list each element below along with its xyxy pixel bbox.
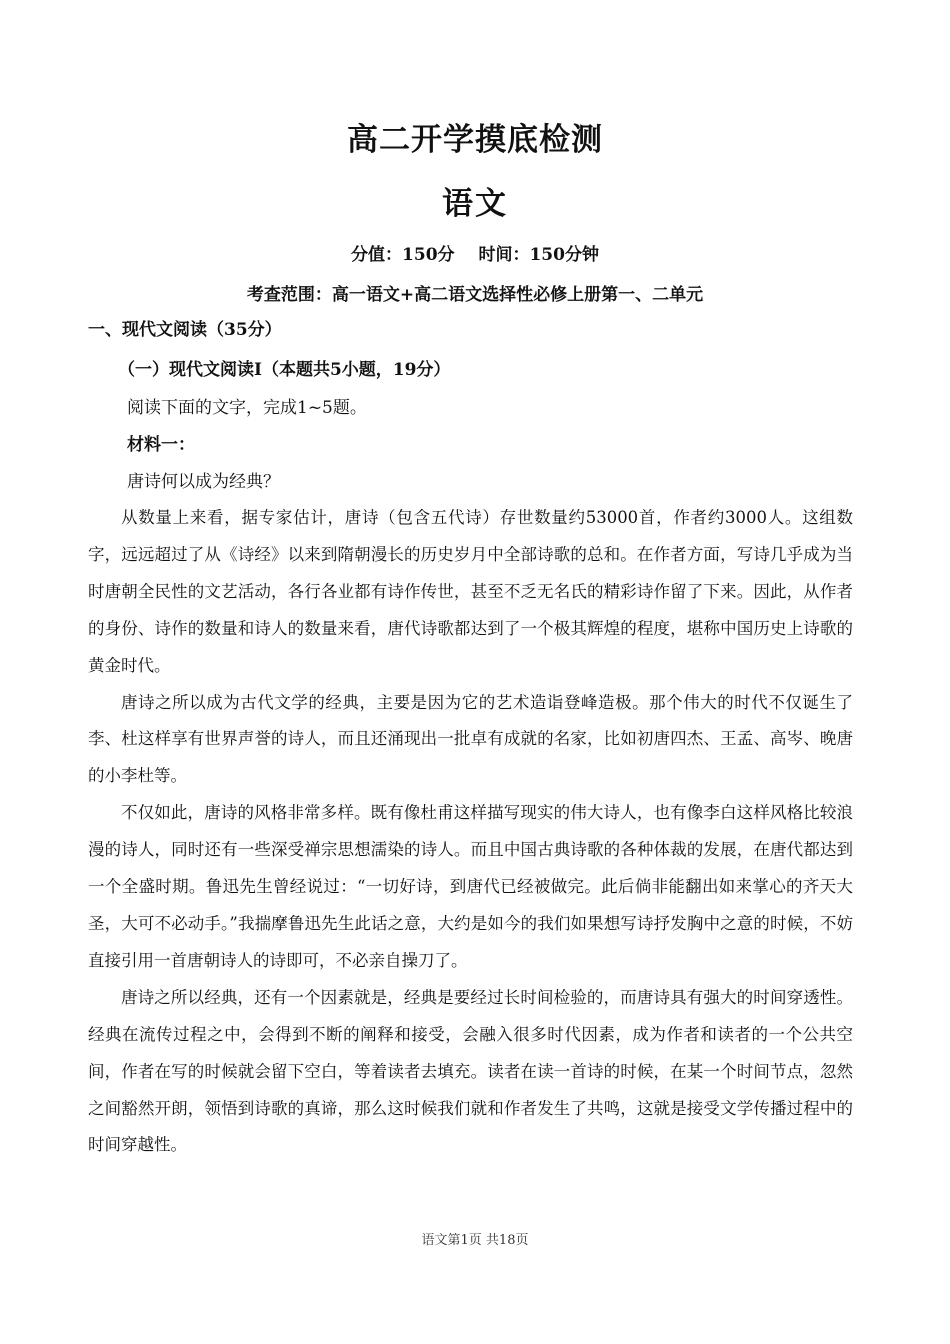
exam-scope: 考查范围：高一语文+高二语文选择性必修上册第一、二单元 <box>246 285 704 305</box>
exam-title: 高二开学摸底检测 <box>347 122 603 158</box>
reading-instruction: 阅读下面的文字，完成1~5题。 <box>127 398 367 418</box>
exam-info-line <box>0 240 950 265</box>
page-footer: 语文第1页 共18页 <box>421 1233 529 1248</box>
material-label: 材料一： <box>127 435 195 455</box>
paragraph: 唐诗之所以经典，还有一个因素就是，经典是要经过长时间检验的，而唐诗具有强大的时间穿透性。经典在流传过程之中，会得到不断的阐释和接受，会融入很多时代因素，成为作者和读者的一个公共空间，作者在写的时候就会留下空白，等着读者去填充。读者在读一首诗的时候，在某一个时间节点，忽然之间豁然开朗，领悟到诗歌的真谛，那么这时候我们就和作者发生了共鸣，这就是接受文学传播过程中的时间穿越性。 <box>88 987 853 1155</box>
paragraph: 唐诗之所以成为古代文学的经典，主要是因为它的艺术造诣登峰造极。那个伟大的时代不仅诞生了李、杜这样享有世界声誉的诗人，而且还涌现出一批卓有成就的名家，比如初唐四杰、王孟、高岑、晚唐的小李杜等。 <box>88 692 853 786</box>
time-value: 时间：150分钟 <box>478 245 599 265</box>
section-heading: 一、现代文阅读（35分） <box>88 320 282 340</box>
paragraph: 不仅如此，唐诗的风格非常多样。既有像杜甫这样描写现实的伟大诗人，也有像李白这样风格比较浪漫的诗人，同时还有一些深受禅宗思想濡染的诗人。而且中国古典诗歌的各种体裁的发展，在唐代都达到一个全盛时期。鲁迅先生曾经说过：“一切好诗，到唐代已经被做完。此后倘非能翻出如来掌心的齐天大圣，大可不必动手。”我揣摩鲁迅先生此话之意，大约是如今的我们如果想写诗抒发胸中之意的时候，不妨直接引用一首唐朝诗人的诗即可，不必亲自操刀了。 <box>88 803 853 970</box>
subject-title: 语文 <box>442 186 508 222</box>
subsection-heading: （一）现代文阅读Ⅰ（本题共5小题，19分） <box>118 360 451 380</box>
article-question: 唐诗何以成为经典？ <box>127 472 280 492</box>
paragraph: 从数量上来看，据专家估计，唐诗（包含五代诗）存世数量约53000首，作者约3000人。这组数字，远远超过了从《诗经》以来到隋朝漫长的历史岁月中全部诗歌的总和。在作者方面，写诗几乎成为当时唐朝全民性的文艺活动，各行各业都有诗作传世，甚至不乏无名氏的精彩诗作留了下来。因此，从作者的身份、诗作的数量和诗人的数量来看，唐代诗歌都达到了一个极其辉煌的程度，堪称中国历史上诗歌的黄金时代。 <box>88 508 853 675</box>
article-body <box>88 500 853 1164</box>
score-value: 分值：150分 <box>351 245 455 265</box>
